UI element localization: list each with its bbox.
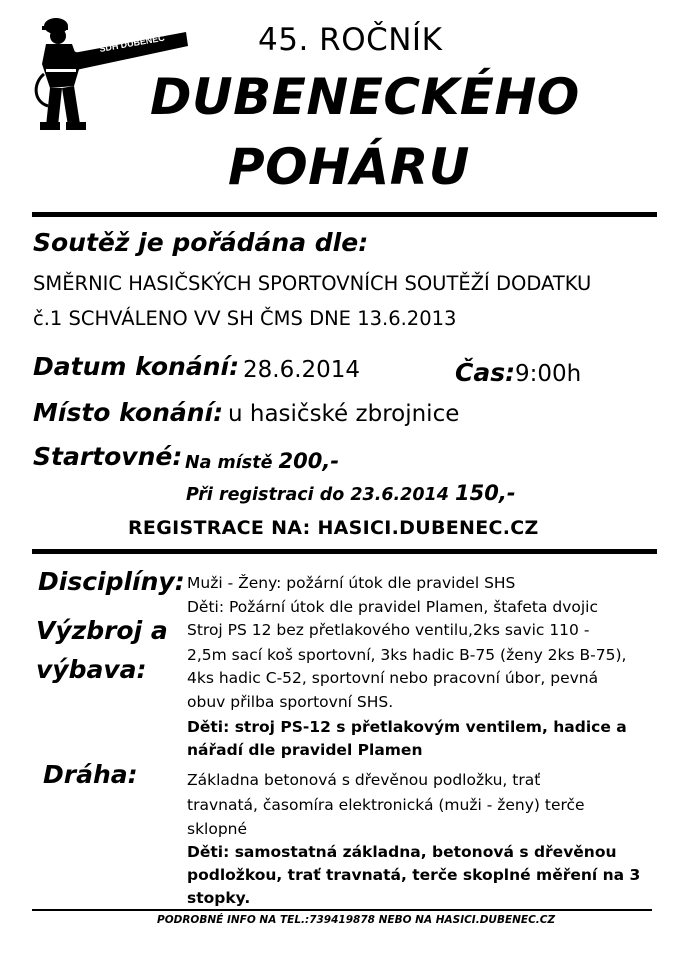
- competition-label: Soutěž je pořádána dle:: [33, 228, 369, 257]
- page-title-line1: DUBENECKÉHO: [150, 68, 580, 126]
- disciplines-text: Děti: Požární útok dle pravidel Plamen, štafeta dvojic: [187, 598, 599, 616]
- date-label: Datum konání:: [33, 352, 240, 381]
- competition-text: č.1 SCHVÁLENO VV SH ČMS DNE 13.6.2013: [33, 307, 457, 330]
- track-label: Dráha:: [43, 760, 138, 789]
- equipment-label: výbava:: [36, 655, 147, 684]
- fee-registration: [186, 481, 516, 505]
- equipment-label: Výzbroj a: [36, 616, 168, 645]
- svg-text:SDH DUBENEC: SDH DUBENEC: [98, 32, 166, 54]
- edition-number: 45. ROČNÍK: [258, 22, 443, 58]
- track-kids-text: podložkou, trať travnatá, terče skoplné měření na 3: [187, 866, 641, 884]
- date-value: 28.6.2014: [243, 357, 361, 383]
- registration-link: REGISTRACE NA: HASICI.DUBENEC.CZ: [128, 517, 539, 539]
- footer-info: PODROBNÉ INFO NA TEL.:739419878 NEBO NA HASICI.DUBENEC.CZ: [157, 914, 556, 926]
- time-value: 9:00h: [515, 361, 582, 387]
- equipment-text: Stroj PS 12 bez přetlakového ventilu,2ks savic 110 -: [187, 621, 590, 639]
- page-title-line2: POHÁRU: [228, 138, 470, 196]
- fee-registration-text: Při registraci do 23.6.2014: [186, 485, 449, 505]
- fee-onsite: [185, 449, 339, 473]
- disciplines-label: Disciplíny:: [38, 567, 185, 596]
- fee-registration-amount: 150,-: [455, 481, 516, 505]
- track-text: travnatá, časomíra elektronická (muži - ženy) terče: [187, 796, 585, 814]
- divider: [32, 909, 652, 911]
- equipment-kids-text: nářadí dle pravidel Plamen: [187, 741, 423, 759]
- divider: [32, 549, 657, 554]
- place-value: u hasičské zbrojnice: [228, 401, 460, 427]
- track-text: sklopné: [187, 820, 248, 838]
- track-kids-text: Děti: samostatná základna, betonová s dřevěnou: [187, 843, 617, 861]
- track-kids-text: stopky.: [187, 889, 251, 907]
- equipment-text: 4ks hadic C-52, sportovní nebo pracovní úbor, pevná: [187, 669, 599, 687]
- time-label: Čas:: [455, 358, 516, 387]
- competition-text: SMĚRNIC HASIČSKÝCH SPORTOVNÍCH SOUTĚŽÍ DODATKU: [33, 272, 592, 295]
- disciplines-text: Muži - Ženy: požární útok dle pravidel SHS: [187, 574, 516, 592]
- equipment-text: 2,5m sací koš sportovní, 3ks hadic B-75 (ženy 2ks B-75),: [187, 646, 627, 664]
- divider: [32, 212, 657, 217]
- fee-onsite-amount: 200,-: [278, 449, 340, 473]
- track-text: Základna betonová s dřevěnou podložku, trať: [187, 771, 541, 789]
- equipment-kids-text: Děti: stroj PS-12 s přetlakovým ventilem, hadice a: [187, 718, 627, 736]
- equipment-text: obuv přilba sportovní SHS.: [187, 693, 394, 711]
- fee-onsite-text: Na místě: [185, 453, 273, 473]
- place-label: Místo konání:: [33, 398, 224, 427]
- fee-label: Startovné:: [33, 442, 183, 471]
